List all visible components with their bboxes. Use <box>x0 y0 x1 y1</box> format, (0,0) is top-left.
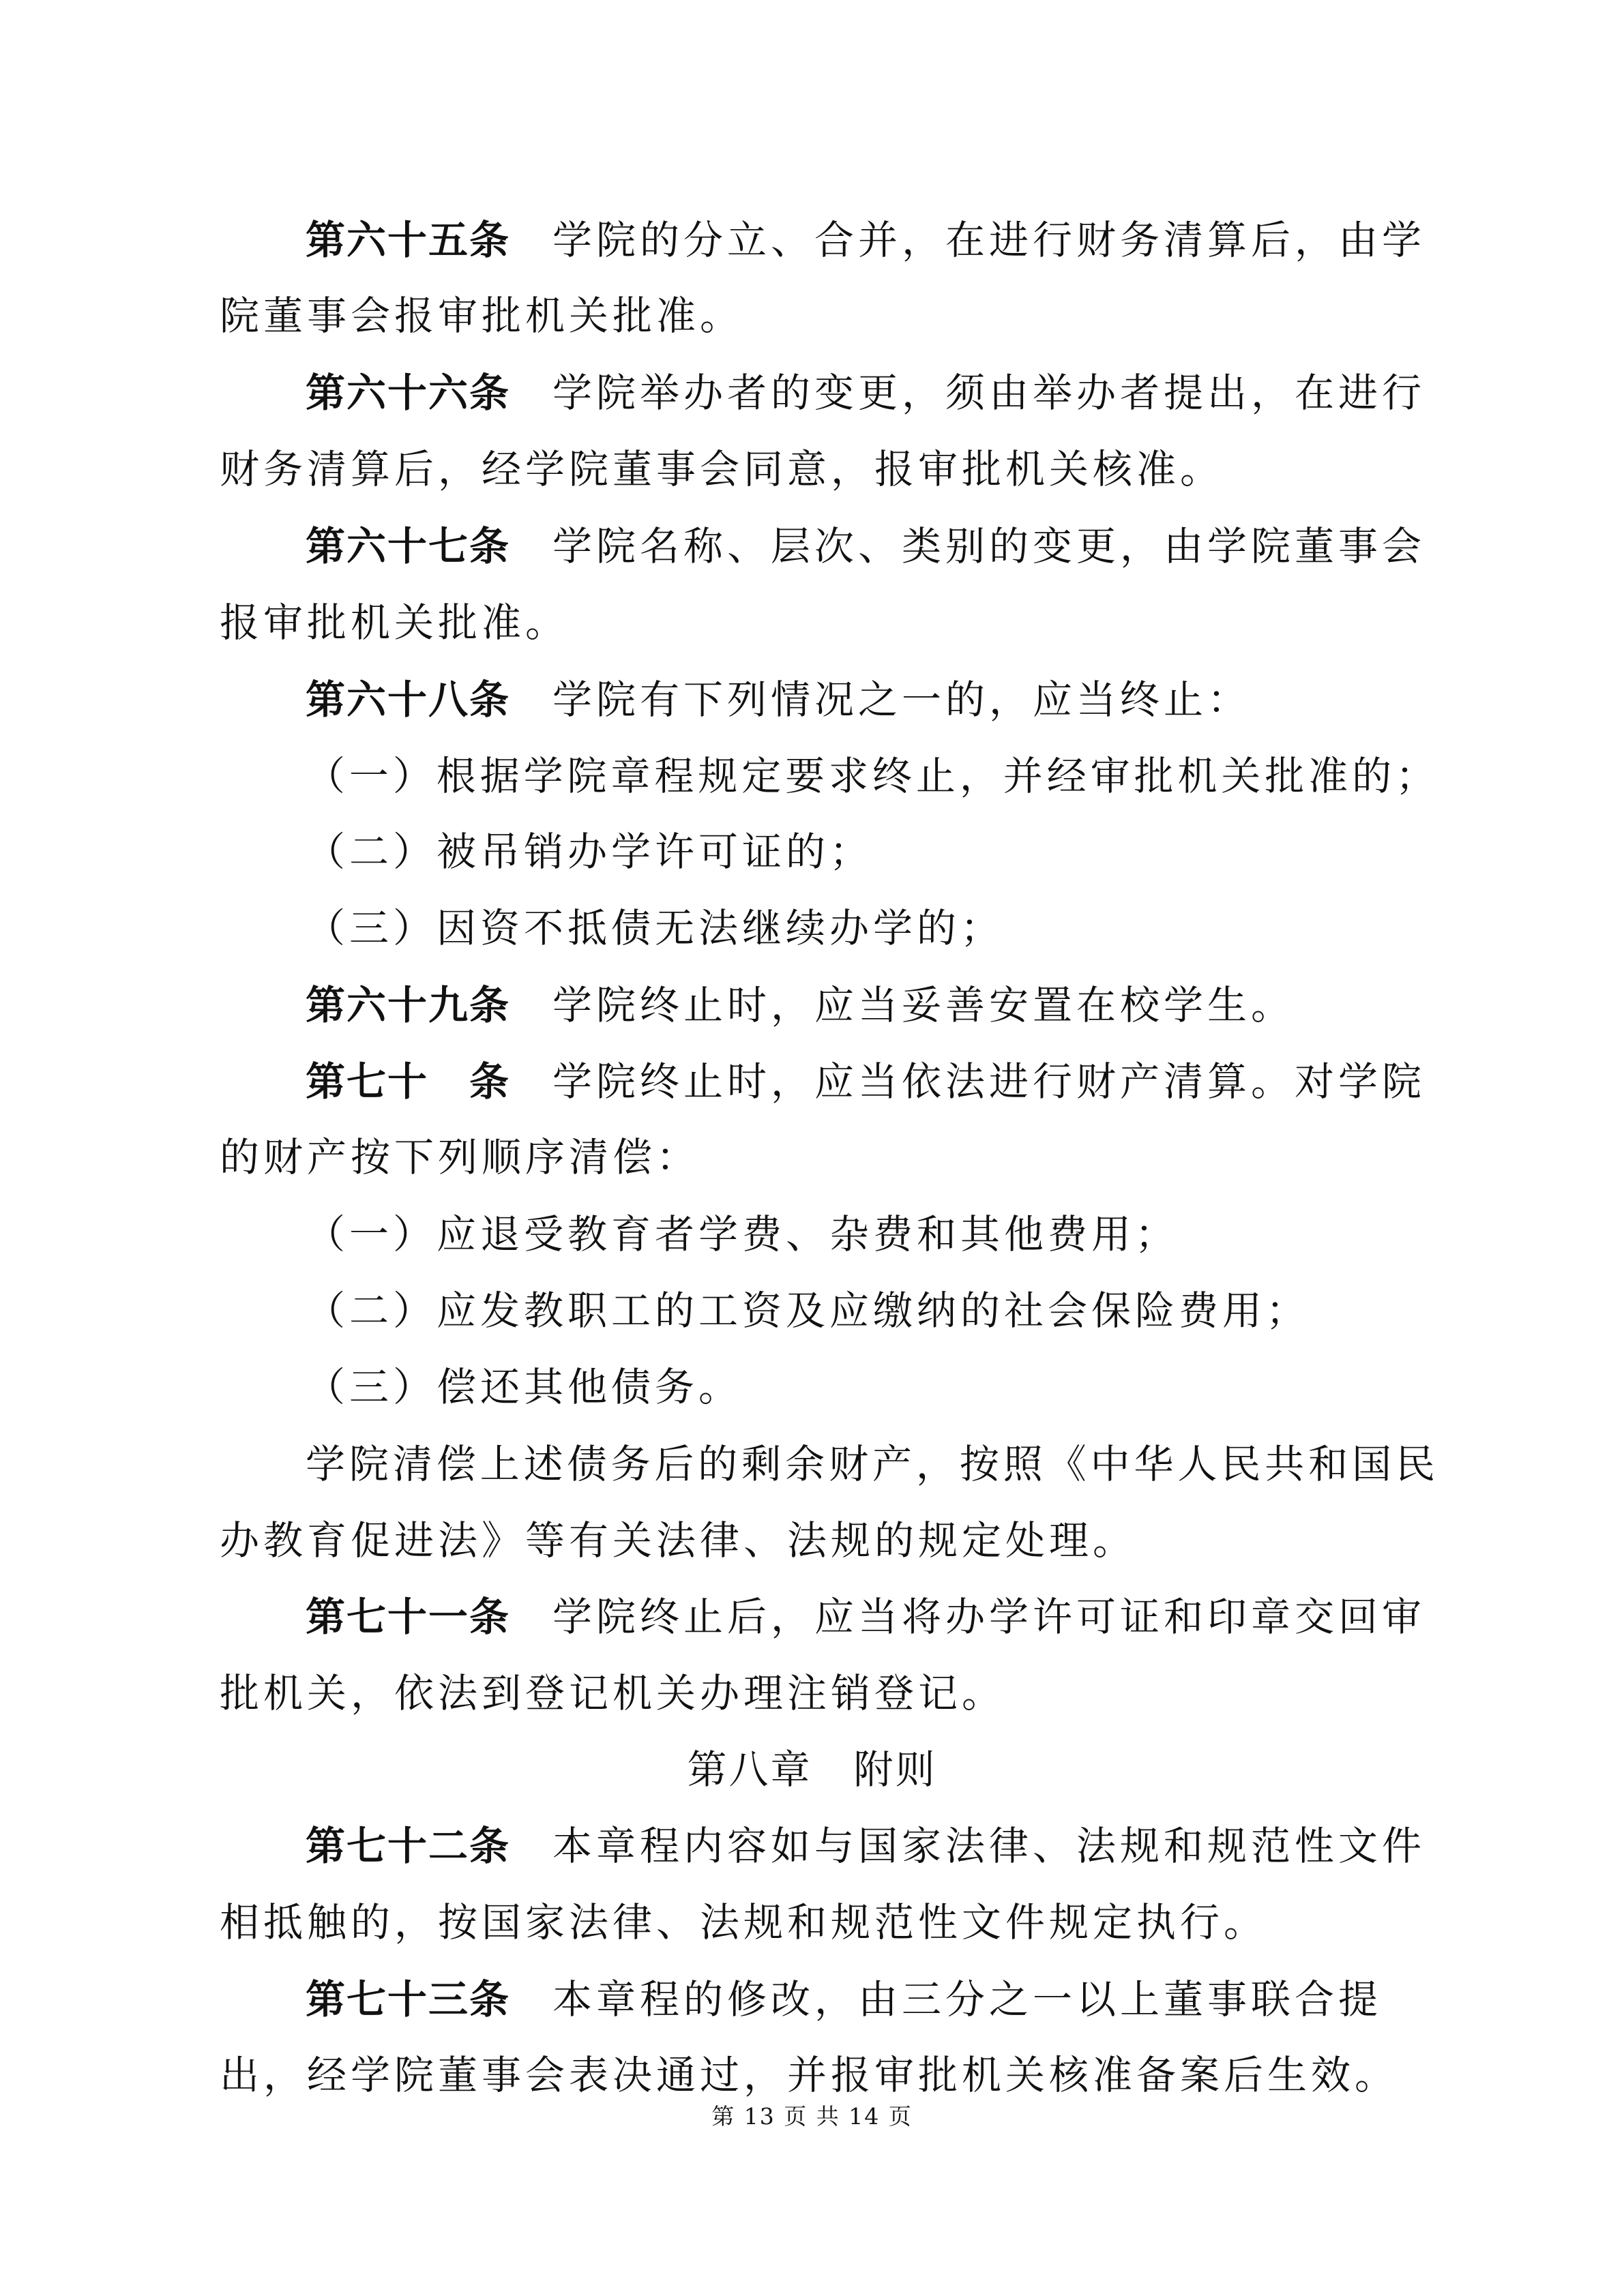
article-69-line-1 <box>306 978 1295 1032</box>
article-66-number: 第六十六条 <box>306 370 511 416</box>
article-72-line-2: 相抵触的，按国家法律、法规和规范性文件规定执行。 <box>220 1899 1268 1945</box>
article-67-line-2: 报审批机关批准。 <box>220 599 570 646</box>
article-68-text: 学院有下列情况之一的，应当终止： <box>552 676 1252 723</box>
article-70-paragraph-line-1: 学院清偿上述债务后的剩余财产，按照《中华人民共和国民 <box>306 1441 1440 1487</box>
article-72-text: 本章程内容如与国家法律、法规和规范性文件 <box>552 1823 1426 1869</box>
article-66-line-1 <box>306 366 1426 420</box>
article-69-text: 学院终止时，应当妥善安置在校学生。 <box>552 982 1295 1028</box>
article-65-line-1 <box>306 213 1426 267</box>
article-70-number: 第七十 条 <box>306 1058 511 1105</box>
article-73-line-2: 出，经学院董事会表决通过，并报审批机关核准备案后生效。 <box>220 2052 1399 2098</box>
article-68-line-1 <box>306 672 1251 727</box>
article-69-number: 第六十九条 <box>306 982 511 1028</box>
article-70-paragraph-line-2: 办教育促进法》等有关法律、法规的规定处理。 <box>220 1517 1137 1564</box>
article-67-line-1 <box>306 519 1426 573</box>
article-65-line-2: 院董事会报审批机关批准。 <box>220 293 744 339</box>
article-66-text: 学院举办者的变更，须由举办者提出，在进行 <box>552 370 1426 416</box>
chapter-8-heading: 第八章 附则 <box>687 1746 937 1793</box>
article-65-text: 学院的分立、合并，在进行财务清算后，由学 <box>552 217 1426 263</box>
article-70-line-1 <box>306 1054 1426 1109</box>
article-73-text: 本章程的修改，由三分之一以上董事联合提 <box>552 1976 1383 2023</box>
article-68-item-2: （二）被吊销办学许可证的； <box>306 829 874 875</box>
article-67-number: 第六十七条 <box>306 523 511 569</box>
article-71-number: 第七十一条 <box>306 1594 511 1640</box>
article-71-line-1 <box>306 1590 1426 1644</box>
article-68-item-3: （三）因资不抵债无法继续办学的； <box>306 905 1005 951</box>
page-footer: 第 13 页 共 14 页 <box>711 2103 913 2130</box>
article-73-line-1 <box>306 1972 1382 2027</box>
article-68-item-1: （一）根据学院章程规定要求终止，并经审批机关批准的； <box>306 753 1440 799</box>
article-70-text: 学院终止时，应当依法进行财产清算。对学院 <box>552 1058 1426 1105</box>
article-70-item-1: （一）应退受教育者学费、杂费和其他费用； <box>306 1211 1179 1257</box>
article-66-line-2: 财务清算后，经学院董事会同意，报审批机关核准。 <box>220 446 1224 492</box>
article-65-number: 第六十五条 <box>306 217 511 263</box>
article-70-line-2: 的财产按下列顺序清偿： <box>220 1134 700 1180</box>
article-71-line-2: 批机关，依法到登记机关办理注销登记。 <box>220 1670 1006 1716</box>
article-70-item-2: （二）应发教职工的工资及应缴纳的社会保险费用； <box>306 1287 1310 1334</box>
article-72-line-1 <box>306 1819 1426 1873</box>
article-70-item-3: （三）偿还其他债务。 <box>306 1364 743 1410</box>
article-67-text: 学院名称、层次、类别的变更，由学院董事会 <box>552 523 1426 569</box>
article-73-number: 第七十三条 <box>306 1976 511 2023</box>
article-71-text: 学院终止后，应当将办学许可证和印章交回审 <box>552 1594 1426 1640</box>
article-68-number: 第六十八条 <box>306 676 511 723</box>
article-72-number: 第七十二条 <box>306 1823 511 1869</box>
